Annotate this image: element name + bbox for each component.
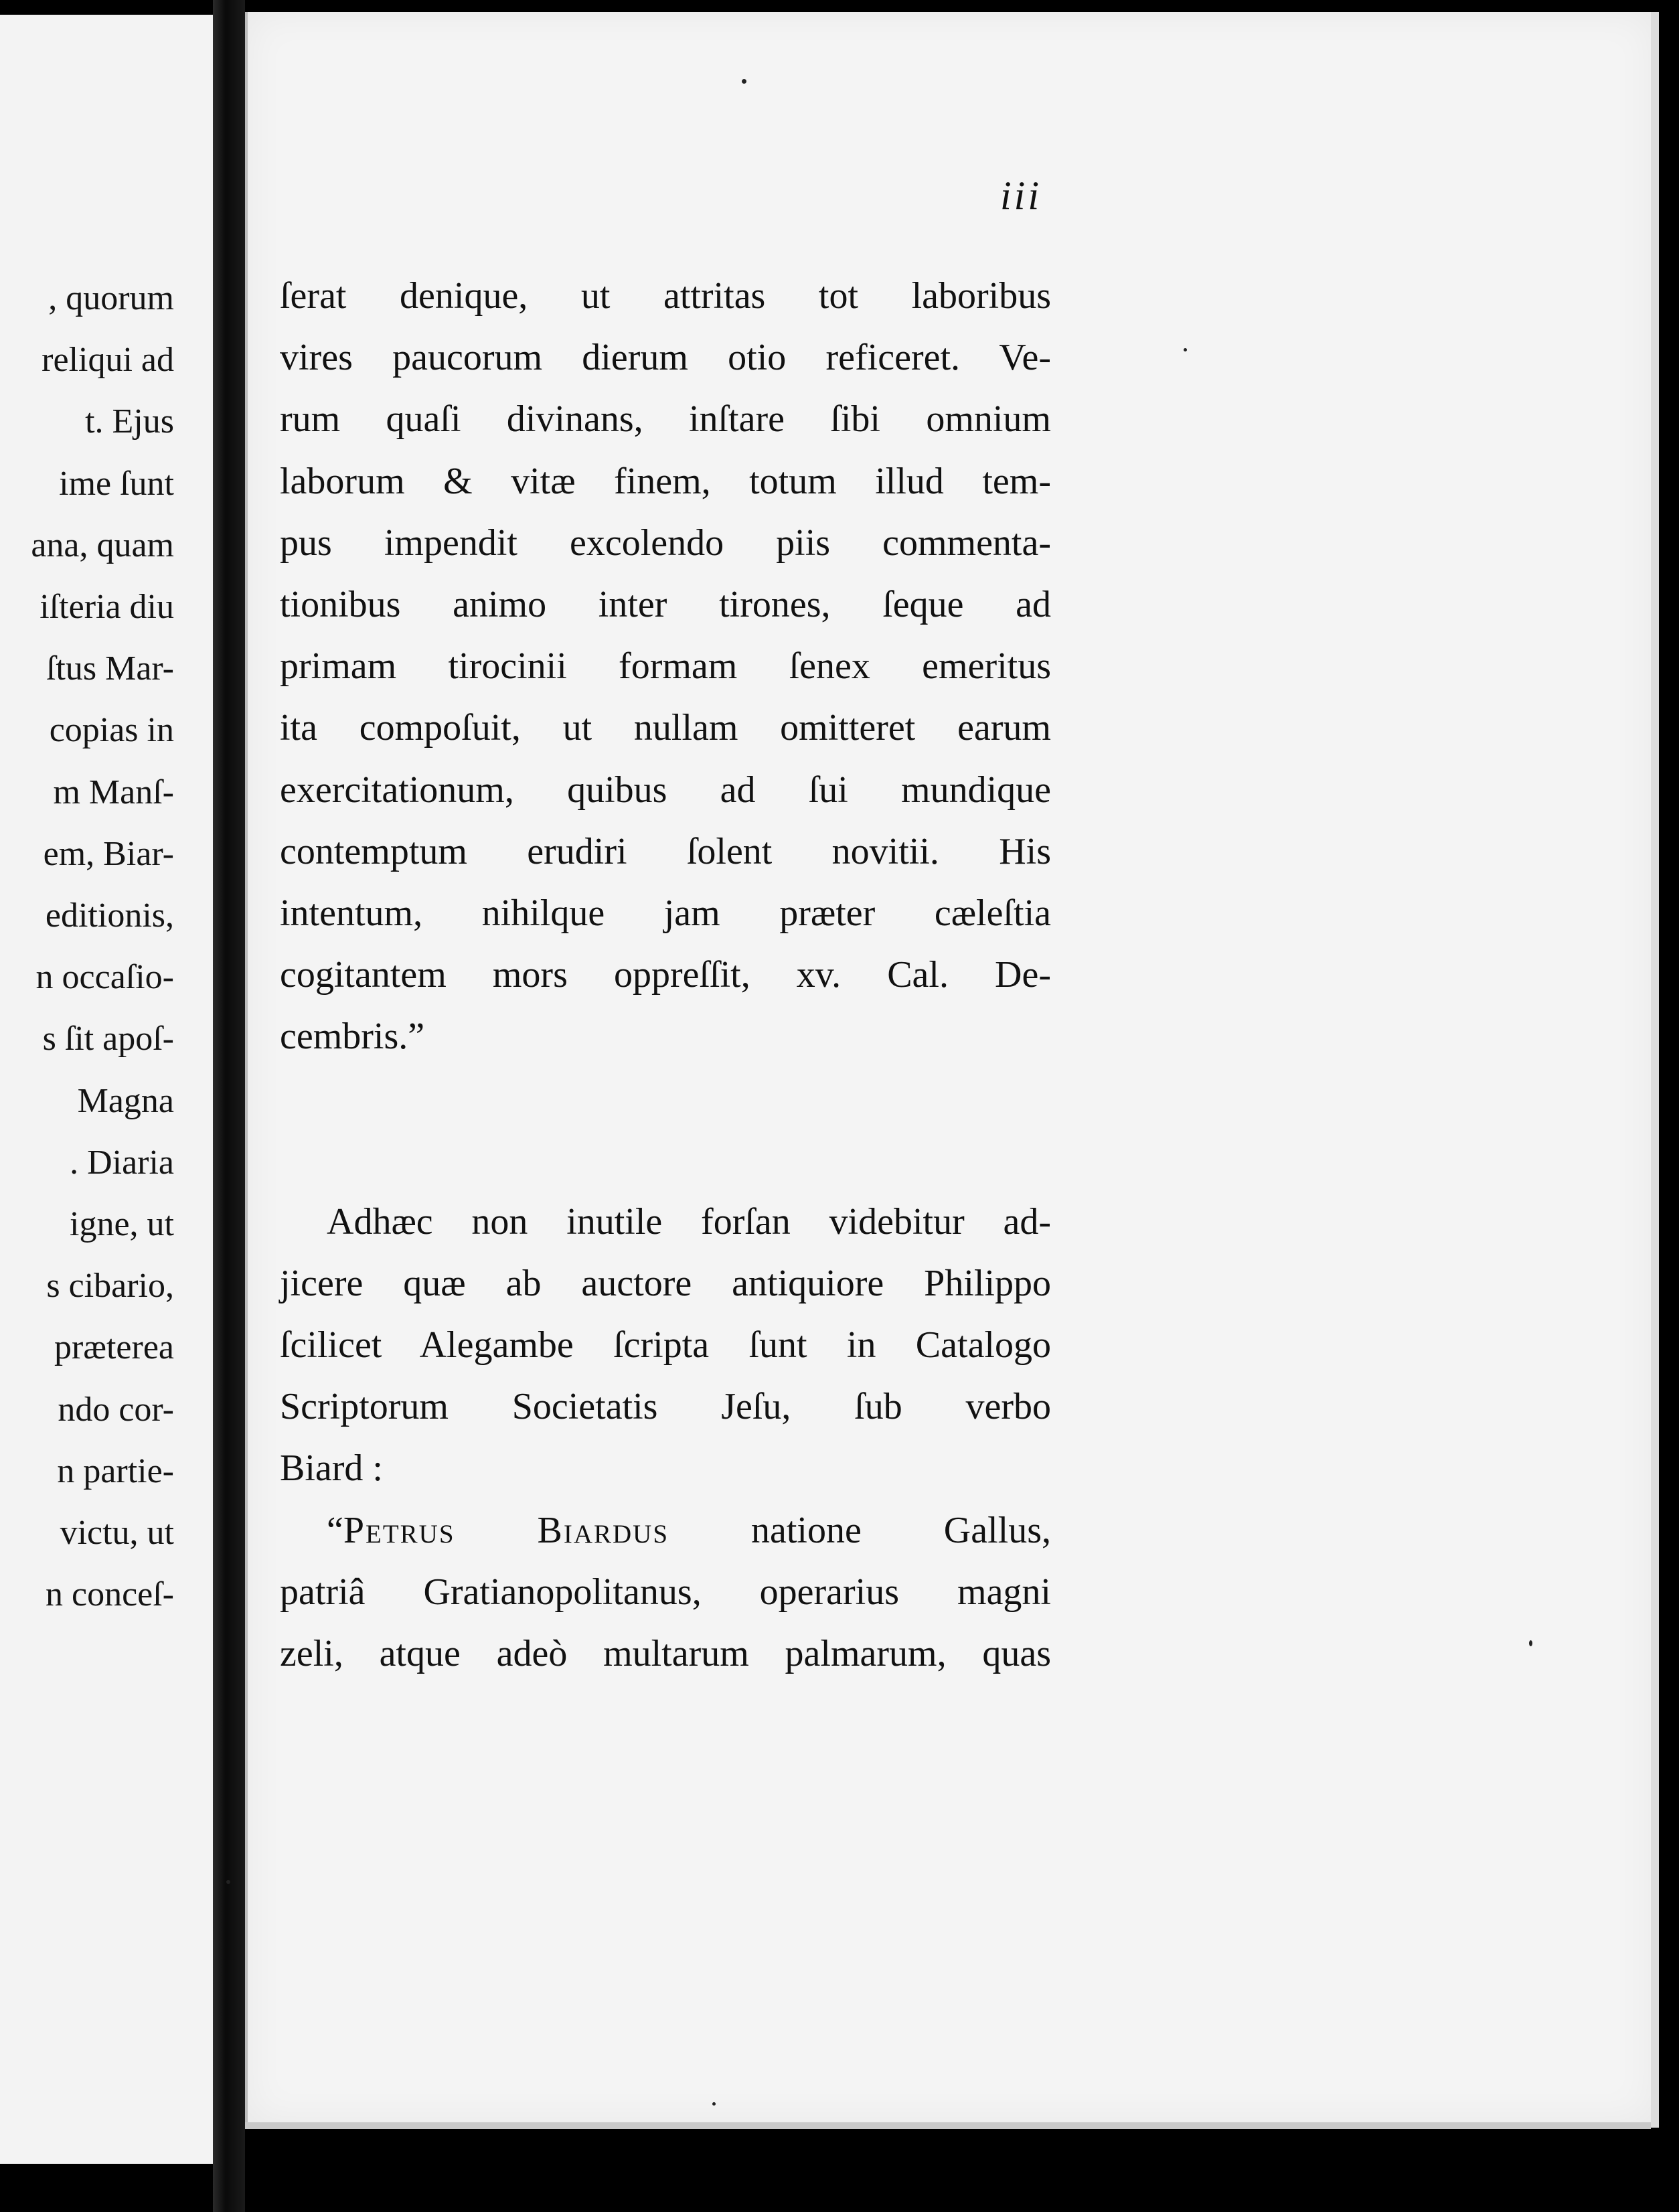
text-line: em, Biar-: [43, 834, 174, 873]
text-line: zeli, atque adeò multarum palmarum, quas: [280, 1633, 1051, 1675]
text-line: s cibario,: [46, 1267, 174, 1306]
paragraph-gap: [280, 1068, 1051, 1191]
text-line: . Diaria: [70, 1143, 174, 1182]
text-line: Scriptorum Societatis Jeſu, ſub verbo: [280, 1386, 1051, 1428]
text-line: reliqui ad: [42, 341, 174, 380]
text-line: ſerat denique, ut attritas tot laboribus: [280, 275, 1051, 317]
facing-page-left: [0, 15, 214, 2164]
text-line: m Manſ-: [53, 773, 174, 811]
text-line: vires paucorum dierum otio reficeret. Ve-: [280, 337, 1051, 379]
text-line: t. Ejus: [85, 402, 174, 441]
text-line: Magna: [77, 1081, 174, 1120]
text-line: victu, ut: [60, 1514, 174, 1553]
text-line: pus impendit excolendo piis commenta-: [280, 522, 1051, 564]
text-line: ita compoſuit, ut nullam omitteret earum: [280, 707, 1051, 749]
scan-speck: [226, 1880, 230, 1884]
text-line: Biard :: [280, 1447, 383, 1490]
text-fragment: natione Gallus,: [751, 1509, 1052, 1551]
text-line: iſteria diu: [39, 588, 174, 627]
text-line: n partie-: [57, 1451, 174, 1490]
text-line: patriâ Gratianopolitanus, operarius magni: [280, 1571, 1051, 1613]
page-body-text: [280, 265, 1051, 1684]
text-line: Adhæc non inutile forſan videbitur ad-: [327, 1200, 1051, 1243]
text-line: n conceſ-: [45, 1575, 174, 1614]
page-bottom-edge: [245, 2122, 1651, 2129]
text-line: contemptum erudiri ſolent novitii. His: [280, 830, 1051, 872]
text-line: laborum & vitæ finem, totum illud tem-: [280, 460, 1051, 502]
scan-speck: [1529, 1640, 1532, 1646]
scan-speck: [742, 79, 746, 84]
page-right-edge: [1651, 12, 1659, 2128]
scan-speck: [1184, 348, 1187, 351]
text-line: n occaſio-: [35, 958, 174, 997]
text-line: tionibus animo inter tirones, ſeque ad: [280, 584, 1051, 626]
text-line: exercitationum, quibus ad ſui mundique: [280, 769, 1051, 811]
text-line: editionis,: [45, 896, 174, 935]
text-line: cembris.”: [280, 1016, 425, 1058]
text-line: cogitantem mors oppreſſit, xv. Cal. De-: [280, 954, 1051, 996]
text-line: ime ſunt: [59, 464, 174, 503]
text-line: ana, quam: [31, 526, 174, 564]
text-line: præterea: [54, 1328, 174, 1367]
text-line: [280, 1500, 1051, 1561]
person-name-last: Biardus: [537, 1509, 669, 1551]
text-line: copias in: [49, 711, 174, 750]
text-line: jicere quæ ab auctore antiquiore Philippo: [280, 1262, 1051, 1304]
page-number: iii: [1000, 173, 1042, 218]
text-line: primam tirocinii formam ſenex emeritus: [280, 645, 1051, 688]
open-quote: “: [327, 1509, 343, 1551]
text-line: ſcilicet Alegambe ſcripta ſunt in Catalogo: [280, 1324, 1051, 1366]
person-name-first: Petrus: [343, 1509, 455, 1551]
text-line: s ſit apoſ-: [42, 1020, 174, 1058]
text-line: , quorum: [48, 279, 174, 317]
text-line: intentum, nihilque jam præter cæleſtia: [280, 892, 1051, 935]
facing-page-text: [0, 268, 174, 1626]
text-line: igne, ut: [70, 1205, 174, 1244]
scan-speck: [712, 2102, 716, 2106]
text-line: ndo cor-: [58, 1390, 174, 1429]
text-line: rum quaſi divinans, inſtare ſibi omnium: [280, 398, 1051, 441]
text-line: ſtus Mar-: [46, 649, 174, 688]
